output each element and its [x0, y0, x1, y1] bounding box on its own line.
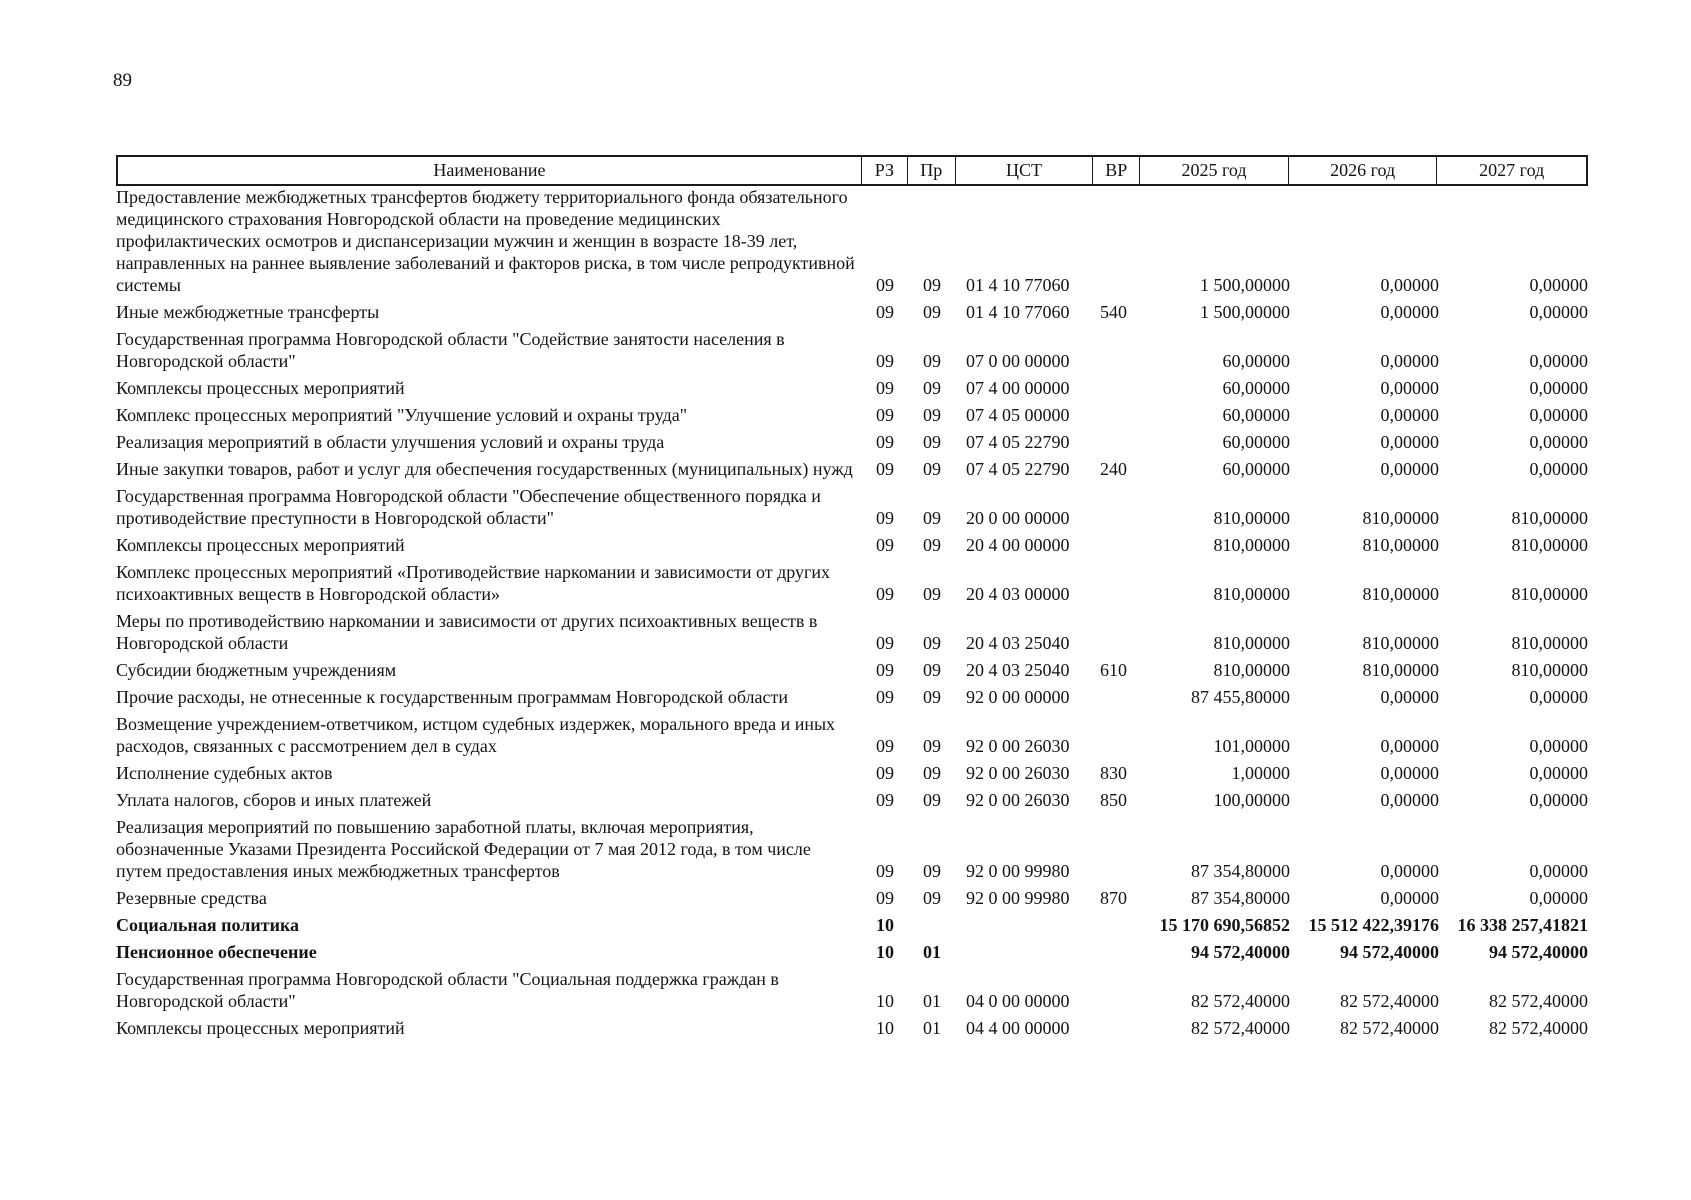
cell-cst: 92 0 00 26030 — [966, 763, 1070, 783]
table-row — [116, 713, 1588, 757]
header-2027: 2027 год — [1479, 160, 1545, 180]
cell-pr: 09 — [923, 302, 941, 322]
cell-name: Пенсионное обеспечение — [116, 942, 317, 962]
cell-y2025: 810,00000 — [1213, 508, 1290, 528]
cell-y2025: 60,00000 — [1222, 432, 1290, 452]
cell-rz: 09 — [876, 888, 894, 908]
cell-cst: 20 4 03 25040 — [966, 633, 1070, 653]
table-row — [116, 686, 1588, 708]
cell-pr: 09 — [923, 432, 941, 452]
cell-rz: 10 — [876, 1018, 894, 1038]
cell-name: Реализация мероприятий по повышению заработной платы, включая мероприятия, обозначенные Указами Президента Российской Федерации от 7 мая 2012 года, в том числе путем предоставления иных межбюджетных трансфертов — [116, 817, 811, 881]
table-row — [116, 816, 1588, 882]
cell-y2025: 1,00000 — [1231, 763, 1290, 783]
cell-pr: 09 — [923, 351, 941, 371]
cell-pr: 09 — [923, 736, 941, 756]
cell-y2026: 810,00000 — [1362, 633, 1439, 653]
cell-y2026: 0,00000 — [1380, 763, 1439, 783]
cell-y2027: 16 338 257,41821 — [1457, 915, 1588, 935]
cell-name: Уплата налогов, сборов и иных платежей — [116, 790, 432, 810]
cell-y2027: 0,00000 — [1529, 275, 1588, 295]
cell-pr: 09 — [923, 508, 941, 528]
table-row — [116, 301, 1588, 323]
cell-vr: 870 — [1100, 888, 1127, 908]
cell-cst: 92 0 00 26030 — [966, 790, 1070, 810]
cell-y2026: 0,00000 — [1380, 790, 1439, 810]
table-body — [116, 186, 1588, 1039]
cell-rz: 09 — [876, 790, 894, 810]
cell-y2026: 0,00000 — [1380, 275, 1439, 295]
cell-cst: 04 4 00 00000 — [966, 1018, 1070, 1038]
table-row — [116, 610, 1588, 654]
cell-pr: 01 — [923, 991, 941, 1011]
cell-name: Комплексы процессных мероприятий — [116, 1018, 405, 1038]
cell-rz: 10 — [876, 942, 894, 962]
cell-rz: 09 — [876, 508, 894, 528]
cell-y2026: 0,00000 — [1380, 687, 1439, 707]
cell-y2027: 0,00000 — [1529, 378, 1588, 398]
cell-cst: 20 0 00 00000 — [966, 508, 1070, 528]
cell-vr: 540 — [1100, 302, 1127, 322]
cell-cst: 01 4 10 77060 — [966, 275, 1070, 295]
cell-y2025: 82 572,40000 — [1191, 991, 1290, 1011]
cell-pr: 09 — [923, 378, 941, 398]
cell-y2025: 60,00000 — [1222, 378, 1290, 398]
cell-y2027: 0,00000 — [1529, 861, 1588, 881]
table-row — [116, 941, 1588, 963]
cell-y2025: 15 170 690,56852 — [1159, 915, 1290, 935]
cell-rz: 09 — [876, 378, 894, 398]
cell-cst: 92 0 00 26030 — [966, 736, 1070, 756]
cell-y2025: 94 572,40000 — [1191, 942, 1290, 962]
cell-rz: 10 — [876, 915, 894, 935]
cell-y2025: 87 455,80000 — [1191, 687, 1290, 707]
cell-y2026: 15 512 422,39176 — [1308, 915, 1439, 935]
cell-rz: 09 — [876, 351, 894, 371]
cell-y2025: 810,00000 — [1213, 633, 1290, 653]
cell-name: Иные закупки товаров, работ и услуг для обеспечения государственных (муниципальных) нужд — [116, 459, 853, 479]
cell-y2027: 0,00000 — [1529, 351, 1588, 371]
cell-cst: 04 0 00 00000 — [966, 991, 1070, 1011]
cell-y2027: 0,00000 — [1529, 736, 1588, 756]
cell-y2026: 0,00000 — [1380, 432, 1439, 452]
cell-rz: 09 — [876, 861, 894, 881]
cell-name: Резервные средства — [116, 888, 267, 908]
cell-y2027: 810,00000 — [1511, 584, 1588, 604]
cell-pr: 09 — [923, 888, 941, 908]
cell-rz: 09 — [876, 535, 894, 555]
header-name: Наименование — [118, 157, 862, 184]
cell-pr: 09 — [923, 687, 941, 707]
cell-name: Комплекс процессных мероприятий «Противодействие наркомании и зависимости от других психоактивных веществ в Новгородской области» — [116, 562, 831, 604]
cell-cst: 92 0 00 00000 — [966, 687, 1070, 707]
cell-y2026: 82 572,40000 — [1340, 991, 1439, 1011]
header-cst: ЦСТ — [956, 157, 1094, 184]
table-row — [116, 534, 1588, 556]
cell-vr: 610 — [1100, 660, 1127, 680]
cell-y2027: 810,00000 — [1511, 633, 1588, 653]
cell-name: Комплексы процессных мероприятий — [116, 378, 405, 398]
cell-y2025: 810,00000 — [1213, 584, 1290, 604]
cell-rz: 09 — [876, 405, 894, 425]
cell-y2026: 0,00000 — [1380, 378, 1439, 398]
cell-cst: 07 4 05 22790 — [966, 459, 1070, 479]
cell-y2027: 0,00000 — [1529, 763, 1588, 783]
table-row — [116, 485, 1588, 529]
cell-name: Субсидии бюджетным учреждениям — [116, 660, 397, 680]
cell-y2026: 94 572,40000 — [1340, 942, 1439, 962]
cell-name: Меры по противодействию наркомании и зависимости от других психоактивных веществ в Новгородской области — [116, 611, 818, 653]
cell-y2026: 0,00000 — [1380, 351, 1439, 371]
cell-y2026: 0,00000 — [1380, 861, 1439, 881]
cell-pr: 09 — [923, 790, 941, 810]
cell-y2027: 0,00000 — [1529, 888, 1588, 908]
cell-y2025: 60,00000 — [1222, 459, 1290, 479]
cell-rz: 10 — [876, 991, 894, 1011]
cell-y2026: 810,00000 — [1362, 535, 1439, 555]
header-vr: ВР — [1093, 157, 1140, 184]
cell-name: Государственная программа Новгородской области "Социальная поддержка граждан в Новгородской области" — [116, 969, 779, 1011]
table-row — [116, 186, 1588, 296]
cell-name: Комплекс процессных мероприятий "Улучшение условий и охраны труда" — [116, 405, 688, 425]
cell-name: Иные межбюджетные трансферты — [116, 302, 380, 322]
cell-name: Исполнение судебных актов — [116, 763, 333, 783]
cell-y2025: 1 500,00000 — [1200, 275, 1290, 295]
table-row — [116, 561, 1588, 605]
cell-cst: 07 0 00 00000 — [966, 351, 1070, 371]
cell-rz: 09 — [876, 584, 894, 604]
table-row — [116, 1017, 1588, 1039]
cell-y2027: 0,00000 — [1529, 459, 1588, 479]
cell-pr: 01 — [923, 942, 941, 962]
cell-y2027: 0,00000 — [1529, 687, 1588, 707]
cell-y2025: 100,00000 — [1213, 790, 1290, 810]
cell-name: Реализация мероприятий в области улучшения условий и охраны труда — [116, 432, 665, 452]
cell-pr: 09 — [923, 459, 941, 479]
page-number: 89 — [113, 70, 132, 91]
cell-rz: 09 — [876, 633, 894, 653]
cell-rz: 09 — [876, 687, 894, 707]
cell-pr: 09 — [923, 763, 941, 783]
cell-rz: 09 — [876, 302, 894, 322]
cell-pr: 09 — [923, 275, 941, 295]
cell-pr: 09 — [923, 660, 941, 680]
cell-vr: 850 — [1100, 790, 1127, 810]
cell-y2027: 810,00000 — [1511, 508, 1588, 528]
cell-y2027: 82 572,40000 — [1489, 991, 1588, 1011]
table-header — [116, 155, 1588, 186]
table-row — [116, 914, 1588, 936]
cell-y2027: 0,00000 — [1529, 405, 1588, 425]
cell-name: Комплексы процессных мероприятий — [116, 535, 405, 555]
cell-y2027: 0,00000 — [1529, 432, 1588, 452]
header-2026: 2026 год — [1289, 157, 1438, 184]
cell-y2026: 810,00000 — [1362, 660, 1439, 680]
cell-pr: 09 — [923, 633, 941, 653]
cell-cst: 07 4 05 22790 — [966, 432, 1070, 452]
cell-name: Государственная программа Новгородской области "Содействие занятости населения в Новгородской области" — [116, 329, 785, 371]
table-row — [116, 659, 1588, 681]
cell-cst: 20 4 00 00000 — [966, 535, 1070, 555]
cell-y2027: 82 572,40000 — [1489, 1018, 1588, 1038]
header-pr: Пр — [908, 157, 956, 184]
cell-y2025: 60,00000 — [1222, 405, 1290, 425]
table-row — [116, 762, 1588, 784]
cell-y2025: 1 500,00000 — [1200, 302, 1290, 322]
cell-pr: 09 — [923, 861, 941, 881]
cell-y2027: 810,00000 — [1511, 660, 1588, 680]
cell-pr: 09 — [923, 535, 941, 555]
cell-pr: 09 — [923, 405, 941, 425]
cell-cst: 20 4 03 00000 — [966, 584, 1070, 604]
cell-cst: 92 0 00 99980 — [966, 888, 1070, 908]
cell-name: Предоставление межбюджетных трансфертов бюджету территориального фонда обязательного медицинского страхования Новгородской области на проведение медицинских профилактических осмотров и диспансеризации мужчин и женщин в возрасте 18-39 лет, направленных на раннее выявление заболеваний и факторов риска, в том числе репродуктивной системы — [116, 187, 855, 295]
cell-cst: 20 4 03 25040 — [966, 660, 1070, 680]
cell-rz: 09 — [876, 459, 894, 479]
cell-y2025: 810,00000 — [1213, 535, 1290, 555]
table-row — [116, 458, 1588, 480]
cell-y2027: 810,00000 — [1511, 535, 1588, 555]
cell-y2025: 87 354,80000 — [1191, 888, 1290, 908]
cell-vr: 830 — [1100, 763, 1127, 783]
cell-y2026: 810,00000 — [1362, 508, 1439, 528]
table-row — [116, 789, 1588, 811]
table-row — [116, 377, 1588, 399]
cell-y2025: 810,00000 — [1213, 660, 1290, 680]
cell-rz: 09 — [876, 275, 894, 295]
cell-y2025: 82 572,40000 — [1191, 1018, 1290, 1038]
cell-cst: 07 4 00 00000 — [966, 378, 1070, 398]
table-row — [116, 887, 1588, 909]
header-rz: РЗ — [862, 157, 908, 184]
cell-vr: 240 — [1100, 459, 1127, 479]
cell-pr: 09 — [923, 584, 941, 604]
cell-y2026: 0,00000 — [1380, 302, 1439, 322]
cell-name: Социальная политика — [116, 915, 300, 935]
cell-y2025: 101,00000 — [1213, 736, 1290, 756]
table-row — [116, 431, 1588, 453]
cell-y2025: 60,00000 — [1222, 351, 1290, 371]
cell-y2025: 87 354,80000 — [1191, 861, 1290, 881]
cell-rz: 09 — [876, 660, 894, 680]
cell-name: Прочие расходы, не отнесенные к государственным программам Новгородской области — [116, 687, 788, 707]
table-row — [116, 328, 1588, 372]
cell-y2026: 0,00000 — [1380, 459, 1439, 479]
cell-y2026: 810,00000 — [1362, 584, 1439, 604]
cell-y2026: 0,00000 — [1380, 405, 1439, 425]
cell-rz: 09 — [876, 736, 894, 756]
table-row — [116, 968, 1588, 1012]
cell-y2026: 82 572,40000 — [1340, 1018, 1439, 1038]
cell-pr: 01 — [923, 1018, 941, 1038]
cell-cst: 01 4 10 77060 — [966, 302, 1070, 322]
cell-name: Государственная программа Новгородской области "Обеспечение общественного порядка и противодействие преступности в Новгородской области" — [116, 486, 821, 528]
cell-y2026: 0,00000 — [1380, 888, 1439, 908]
cell-rz: 09 — [876, 432, 894, 452]
table-row — [116, 404, 1588, 426]
cell-cst: 92 0 00 99980 — [966, 861, 1070, 881]
cell-y2026: 0,00000 — [1380, 736, 1439, 756]
cell-y2027: 0,00000 — [1529, 790, 1588, 810]
cell-y2027: 94 572,40000 — [1489, 942, 1588, 962]
cell-cst: 07 4 05 00000 — [966, 405, 1070, 425]
cell-rz: 09 — [876, 763, 894, 783]
cell-y2027: 0,00000 — [1529, 302, 1588, 322]
header-2025: 2025 год — [1140, 157, 1289, 184]
cell-name: Возмещение учреждением-ответчиком, истцом судебных издержек, морального вреда и иных расходов, связанных с рассмотрением дел в судах — [116, 714, 836, 756]
